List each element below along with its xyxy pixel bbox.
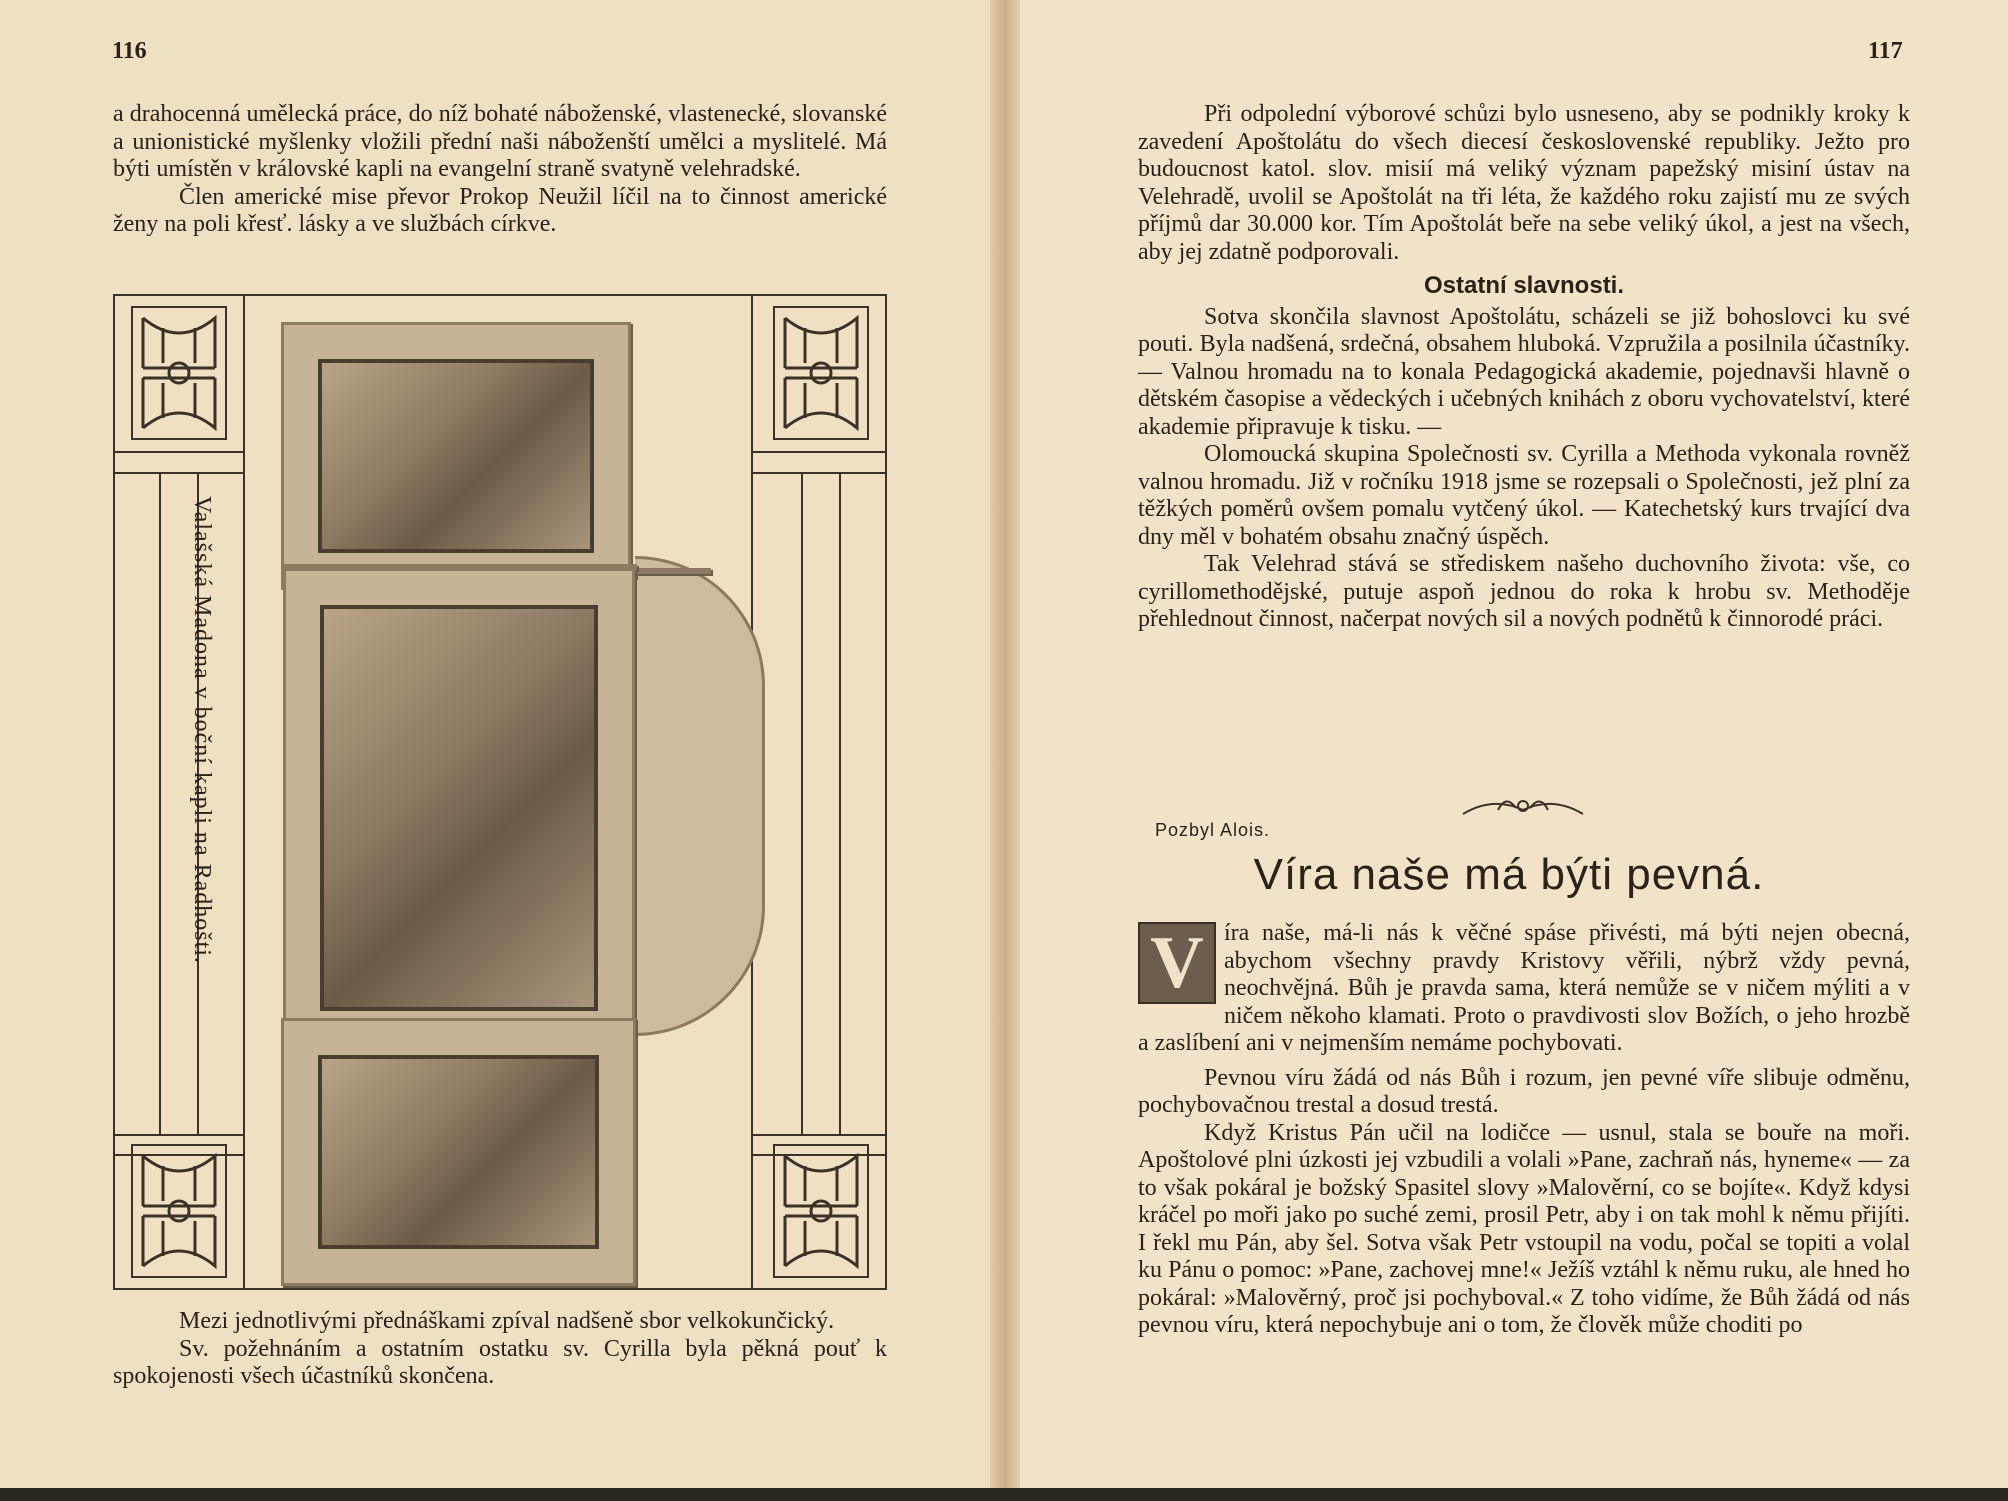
book-gutter <box>990 0 1020 1501</box>
paragraph-text: íra naše, má-li nás k věčné spáse přivésti, má býti nejen obecná, abychom všechny pravdy Kristovy věřili, nýbrž vždy pevná, neochvějná. Bůh je pravda sama, která nemůže se v ničem mýliti a v ničem někoho klamati. Proto o pravdivosti slov Božích, o jeho hrozbě a zaslíbení ani v nejmenším nemáme pochybovati. <box>1138 920 1910 1056</box>
board-divider <box>751 451 887 453</box>
article-body <box>1138 920 1910 1340</box>
side-strip-right <box>801 472 841 1134</box>
author-byline: Pozbyl Alois. <box>1155 820 1271 840</box>
drop-cap: V <box>1138 922 1216 1004</box>
page-number-left: 116 <box>112 38 147 64</box>
paragraph: Sotva skončila slavnost Apoštolátu, scházeli se již bohoslovci ku své pouti. Byla nadšená, srdečná, obsahem hluboká. Vzpružila a posilnila účastníky. — Valnou hromadu na to konala Pedagogická akademie, pojednavši hlavně o dětském časopise a vědeckých i učebných knihách z oboru vychovatelství, které akademie připravuje k tisku. — <box>1138 303 1910 440</box>
paragraph: Pevnou víru žádá od nás Bůh i rozum, jen pevné víře slibuje odměnu, pochybovačnou trestal a dosud trestá. <box>1138 1064 1910 1118</box>
scan-edge <box>0 1488 2008 1501</box>
paragraph: Tak Velehrad stává se střediskem našeho duchovního života: vše, co cyrillomethodějské, putuje aspoň jednou do roka k hrobu sv. Methoděje přehlednout činnost, načerpat nových sil a nových podnětů k činnorodé práci. <box>1138 551 1910 632</box>
ornament-icon <box>773 1144 869 1278</box>
arch-frame <box>635 556 765 1036</box>
left-top-text <box>113 101 887 239</box>
paragraph: Člen americké mise převor Prokop Neužil líčil na to činnost americké ženy na poli křesť. lásky a ve službách církve. <box>113 183 887 237</box>
paragraph: Mezi jednotlivými přednáškami zpíval nadšeně sbor velkokunčický. <box>179 1308 835 1334</box>
photo-image <box>318 359 594 553</box>
board-divider <box>115 1134 243 1136</box>
paragraph: Při odpolední výborové schůzi bylo usneseno, aby se podnikly kroky k zavedení Apoštolátu do všech diecesí československé republiky. Ježto pro budoucnost katol. slov. misií má veliký význam papežský misiní ústav na Velehradě, uvolil se Apoštolát na tři léta, že každého roku zajistí mu ze svých příjmů dar 30.000 kor. Tím Apoštolát beře na sebe veliký úkol, a jest na všech, aby jej zdatně podporovali. <box>1138 101 1910 265</box>
photo-top <box>281 322 631 590</box>
photo-caption: Valašská Madona v boční kapli na Radhošti. <box>189 496 215 964</box>
page-number-right: 117 <box>1868 38 1903 64</box>
paragraph: Sv. požehnáním a ostatním ostatku sv. Cyrilla byla pěkná pouť k spokojenosti všech účastníků skončena. <box>113 1335 887 1389</box>
flourish-icon <box>1458 786 1588 826</box>
ornament-icon <box>131 306 227 440</box>
paragraph <box>1138 920 1910 1058</box>
photo-image <box>320 605 598 1011</box>
photo-board <box>113 294 887 1290</box>
ornament-icon <box>131 1144 227 1278</box>
ornament-icon <box>773 306 869 440</box>
left-bottom-text <box>113 1308 887 1391</box>
article-title: Víra naše má býti pevná. <box>1253 850 1765 899</box>
paragraph: Olomoucká skupina Společnosti sv. Cyrilla a Methoda vykonala rovněž valnou hromadu. Již v ročníku 1918 jsme se rozepsali o Společnosti, jež plní za těžkých poměrů ovšem pomalu vytčený úkol. — Katechetský kurs trvající dva dny měl v bohatém obsahu značný úspěch. <box>1138 441 1910 550</box>
photo-image <box>318 1055 599 1249</box>
paragraph: a drahocenná umělecká práce, do níž bohaté náboženské, vlastenecké, slovanské a unionistické myšlenky vložili přední naši náboženští umělci a myslitelé. Má býti umístěn v královské kapli na evangelní straně svatyně velehradské. <box>113 101 887 182</box>
paragraph: Když Kristus Pán učil na lodičce — usnul, stala se bouře na moři. Apoštolové plni úzkosti jej vzbudili a volali »Pane, zachraň nás, hyneme« — za to však pokáral je božský Spasitel slovy »Malověrní, co se bojíte«. Když kdysi kráčel po moři jako po suché zemi, prosil Petr, aby i on tak mohl k němu přijíti. I řekl mu Pán, aby šel. Sotva však Petr vstoupil na vodu, počal se topiti a volal ku Pánu o pomoc: »Pane, zachovej mne!« Ježíš vztáhl k němu ruku, ale hned ho pokáral: »Malověrný, proč jsi pochyboval.« Z toho vidíme, že Bůh žádá od nás pevnou víru, která nepochybuje ani o tom, že člověk může choditi po <box>1138 1119 1910 1338</box>
photo-bottom <box>281 1018 636 1286</box>
board-divider <box>115 451 243 453</box>
board-divider <box>243 296 245 1288</box>
photo-middle <box>283 568 635 1048</box>
board-divider <box>751 1134 887 1136</box>
section-heading: Ostatní slavnosti. <box>1423 272 1625 299</box>
right-top-text <box>1138 101 1910 634</box>
